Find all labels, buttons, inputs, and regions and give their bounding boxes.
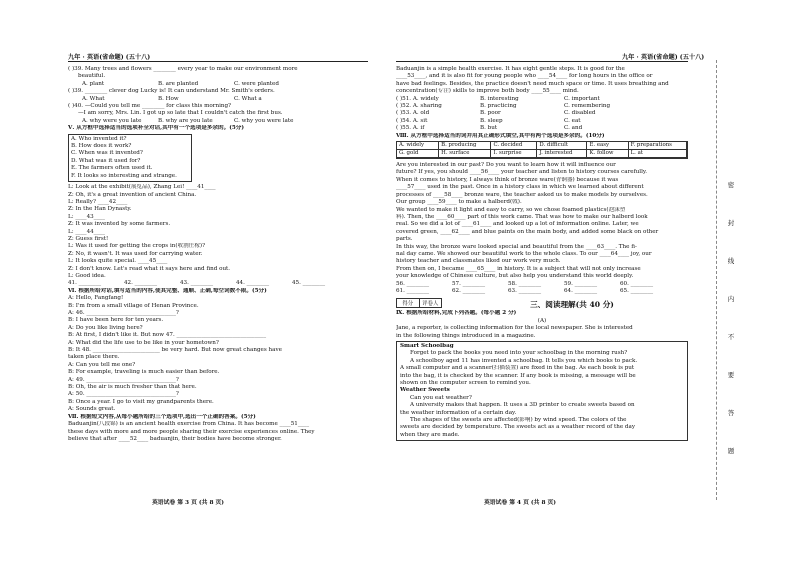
dialogue2-line: A: Hello, Fangfang! [68,295,124,302]
intro-line: in the following things introduced in a magazine. [396,332,536,339]
question-39: ( )39. Many trees and flowers ________ every year to make our environment more [68,66,298,72]
answer-blank[interactable]: 64. ________ [564,287,598,294]
option[interactable]: A. plant [82,80,105,87]
question-39x-options [68,96,368,103]
mcq-option[interactable]: B. interesting [480,95,519,102]
passage2-line: parts. [396,236,413,243]
passage2-line: covered green, ____62____ and blue paints on the main body, and added some black on other [396,228,659,235]
question-40: ( )40. —Could you tell me ________ for class this morning? [68,103,232,110]
dialogue-line: L: Look at the exhibit(展览品), Zhang Lei! ____41____ [68,184,216,191]
passage2-line: ____57____ used in the past. Once in a history class in which we learned about different [396,184,644,191]
answer-blank[interactable]: 63. ________ [508,287,542,294]
seal-char: 线 [727,257,735,265]
dialogue-line: Z: Oh, it's a great invention of ancient China. [68,191,197,198]
section-viii-title: Ⅷ. 从方框中选择适当的词并用其正确形式填空,其中有两个选项是多余的。(10分) [396,132,605,139]
dialogue2-line: A: Sounds great. [68,406,116,413]
dialogue-line: Z: Guess first! [68,235,109,242]
question-39-cont: beautiful. [78,73,106,80]
seal-char: 要 [727,371,735,379]
word-option: K. follow [587,150,628,158]
answer-blank[interactable]: 60. ________ [620,280,654,287]
intro-line: Jane, a reporter, is collecting information for the local newspaper. She is interested [396,325,633,332]
passage2-line: Are you interested in our past? Do you want to learn how it will influence our [396,162,616,169]
dialogue2-line: A: 46. ________________________________? [68,310,179,316]
mcq-option[interactable]: C. disabled [564,110,596,117]
answer-blank[interactable]: 43. ________ [180,280,214,287]
passage2-line: nal day came. We showed our beautiful work to the whole class. To our ____64____ joy, our [396,250,652,257]
dialogue-line: L: Good idea. [68,272,106,279]
mcq-option[interactable]: C. important [564,95,600,102]
mcq-option[interactable]: ( )53. A. old [396,110,430,117]
mcq-row [396,110,688,117]
box2-line: Can you eat weather? [410,394,472,401]
passage2-line: your knowledge of Chinese culture, but also help you understand this world deeply. [396,273,634,280]
option[interactable]: C. were planted [234,80,279,87]
answer-blank[interactable]: 42. ________ [124,280,158,287]
options-box [68,134,192,182]
word-option: I. surprise [491,150,537,158]
box2-line: A university makes that happen. It uses a 3D printer to create sweets based on [410,402,635,409]
option[interactable]: B. why are you late [158,117,213,124]
dialogue-line: L: It looks quite special. ____45____ [68,258,168,265]
mcq-row [396,125,688,132]
answer-blanks-56-60 [396,281,688,288]
passage2-line: We wanted to make it light and easy to carry, so we chose foamed plastics(泡沫塑 [396,206,626,213]
mcq-row [396,96,688,103]
word-option: J. interested [537,150,587,158]
dialogue2-line: B: At first, I didn't like it. But now 47. ________________________________ [68,332,267,339]
left-page-header: 九年 · 英语(省命题) (五十八) [68,54,151,61]
passage-line: believe that after ____52____ baduanjin, their bodies have become stronger. [68,435,282,442]
dialogue2-line: A: 49. ________________________________? [68,376,179,383]
mcq-option[interactable]: C. and [564,125,583,132]
grader-label: 评卷人 [422,301,439,308]
word-option: D. difficult [537,142,587,150]
mcq-option[interactable]: B. practicing [480,103,517,110]
section-v-title: Ⅴ. 从方框中选择适当的选项补全对话,其中有一个选项是多余的。(5分) [68,125,244,132]
left-page-footer: 英语试卷 第 3 页 (共 8 页) [152,500,225,506]
mcq-option[interactable]: B. poor [480,110,501,117]
part-three-title: 三、阅读理解(共 40 分) [530,300,614,310]
passage2-line: processes of ____58____ bronze ware, the teacher asked us to make models by ourselves. [396,191,648,198]
dialogue2-line: B: Oh, the air is much fresher than that here. [68,384,197,391]
answer-blank[interactable]: 44. ________ [236,280,270,287]
mcq-option[interactable]: ( )55. A. if [396,125,425,132]
word-bank [396,141,688,159]
answer-blank[interactable]: 56. ________ [396,280,430,287]
word-option: A. widely [397,142,439,150]
option[interactable]: B. are planted [158,80,199,87]
section-vii-title: Ⅶ. 根据短文内容,从每小题所给的三个选项中,选出一个正确的答案。(5分) [68,413,256,420]
box2-line: when they are made. [400,431,460,438]
box2-title: Weather Sweets [400,387,450,394]
seal-char: 内 [727,295,735,303]
dialogue2-line: B: I'm from a small village of Henan Province. [68,302,199,309]
seal-char: 题 [727,447,735,455]
answer-blank[interactable]: 41. ________ [68,280,102,287]
answer-blank[interactable]: 45. ________ [292,280,326,287]
passage-line: these days with more and more people sharing their exercise experiences online. They [68,428,315,435]
word-option: E. easy [587,142,628,150]
mcq-option[interactable]: ( )51. A. widely [396,95,439,102]
option[interactable]: C. What a [234,95,262,102]
answer-blank[interactable]: 62. ________ [452,287,486,294]
box-option: C. When was it invented? [71,150,143,157]
passage-top-line: ____53____, and it is also fit for young people who ____54____ for long hours in the office or [396,73,653,80]
word-option: H. surface [439,150,491,158]
dialogue2-line: A: Do you like living here? [68,324,143,331]
answer-blanks-61-65 [396,288,688,295]
box-option: E. The farmers often used it. [71,165,153,172]
right-page-footer: 英语试卷 第 4 页 (共 8 页) [484,500,557,506]
dialogue-line: Z: It was invented by some farmers. [68,221,171,228]
dialogue-line: L: ____43____ [68,213,105,220]
score-label: 得分 [397,299,420,307]
dialogue-line: L: ____44____ [68,228,105,235]
mcq-option[interactable]: ( )54. A. sit [396,117,428,124]
mcq-option[interactable]: C. eat [564,117,581,124]
score-box [396,298,442,308]
mcq-option[interactable]: C. remembering [564,103,611,110]
passage2-line: future? If yes, you should ____56____ your teacher and listen to history courses carefully. [396,169,648,176]
passage2-line: From then on, I became ____65____ in history. It is a subject that will not only increase [396,265,641,272]
passage-top-line: have bad feelings. Besides, the practice doesn't need much space or time. It uses breathing and [396,80,669,87]
dialogue-line: Z: No, it wasn't. It was used for carrying water. [68,250,203,257]
word-option: B. producing [439,142,491,150]
mcq-option[interactable]: B. but [480,125,498,132]
box1-line: shown on the computer screen to remind you. [400,380,531,387]
box-option: F. It looks so interesting and strange. [71,172,177,179]
magazine-box [396,341,688,441]
box-option: B. How does it work? [71,143,132,150]
dialogue-line: L: Was it used for getting the crops in(收割庄稼)? [68,243,206,250]
passage-line: Baduanjin(八段锦) is an ancient health exercise from China. It has become ____51____ [68,421,310,428]
mcq-option[interactable]: ( )52. A. sharing [396,103,442,110]
box2-line: sweets are decided by temperature. The sweets act as a weather record of the day [400,424,635,431]
passage2-line: real. So we did a lot of ____61____ and looked up a lot of information online. Later, we [396,221,639,228]
dialogue2-line: B: For example, traveling is much easier than before. [68,369,220,376]
seal-char: 密 [727,181,735,189]
answer-blank[interactable]: 61. ________ [396,287,430,294]
passage-top-line: concentration(专注) skills to improve both body ____55____ mind. [396,88,579,95]
word-option: C. decided [491,142,537,150]
dialogue2-line: A: Can you tell me one? [68,361,136,368]
seal-char: 答 [727,409,735,417]
passage2-line: When it comes to history, I always think of bronze ware(青铜器) because it was [396,176,619,183]
box2-line: The shapes of the sweets are affected(影响) by wind speed. The colors of the [410,417,627,424]
box1-title: Smart Schoolbag [400,343,454,349]
seal-char: 封 [727,219,735,227]
question-40-options [68,118,368,125]
dialogue-line: Z: In the Han Dynasty. [68,206,132,213]
dialogue2-line: B: I have been here for ten years. [68,317,164,324]
box-option: D. What was it used for? [71,157,141,164]
left-page [68,66,368,443]
dialogue-line: L: Really? ____42____ [68,198,128,205]
option[interactable]: A. why were you late [82,117,142,124]
mcq-row [396,118,688,125]
answer-blanks-41-45 [68,280,368,287]
answer-blank[interactable]: 58. ________ [508,280,542,287]
box-option: A. Who invented it? [71,135,127,142]
passage2-line: history teacher and classmates liked our work very much. [396,258,561,265]
dialogue2-line: B: Once a year. I go to visit my grandparents there. [68,398,214,405]
section-vi-title: Ⅵ. 根据所给对话,填写适当的内容,使其完整、通顺、正确,每空词数不限。(5分) [68,287,267,294]
passage-top-line: Baduanjin is a simple health exercise. It has eight gentle steps. It is good for the [396,66,625,72]
option[interactable]: C. why you were late [234,117,294,124]
answer-blank[interactable]: 59. ________ [564,280,598,287]
dialogue2-line: taken place there. [68,354,120,361]
right-page-header: 九年 · 英语(省命题) (五十八) [622,54,705,61]
mcq-option[interactable]: B. sleep [480,117,503,124]
passage2-line: In this way, the bronze ware looked special and beautiful from the ____63____. The fi- [396,243,637,250]
option[interactable]: A. What [82,95,105,102]
dialogue2-line: B: It 48. ________________________ be very hard. But now great changes have [68,347,282,354]
answer-blank[interactable]: 57. ________ [452,280,486,287]
section-ix-title: Ⅸ. 根据所给材料,完成下列各题。(每小题 2 分) [396,310,517,317]
question-39-options [68,81,368,88]
dialogue-line: Z: I don't know. Let's read what it says here and find out. [68,265,231,272]
dialogue2-line: A: What did the life use to be like in your hometown? [68,339,219,346]
box1-line: Forget to pack the books you need into your schoolbag in the morning rush? [410,350,628,357]
seal-char: 不 [727,333,735,341]
mcq-row [396,103,688,110]
dialogue2-line: A: 50. ________________________________? [68,391,179,398]
word-option: L. at [629,150,687,158]
section-a-label: (A) [537,317,547,324]
box2-line: the weather information of a certain day. [400,409,517,416]
right-page [396,66,688,442]
question-39x: ( )39. ________ clever dog Lucky is! It can understand Mr. Smith's orders. [68,88,275,95]
seal-dashed-line [716,60,717,500]
option[interactable]: B. How [158,95,179,102]
word-option: F. preparations [629,142,687,150]
passage2-line: Our group ____59____ to make a halberd(戟). [396,199,522,206]
box1-line: into the bag, it is checked by the scanner. If any book is missing, a message will be [400,372,636,379]
question-40-cont: —I am sorry, Mrs. Lin. I got up so late that I couldn't catch the first bus. [78,110,283,117]
box1-line: A small computer and a scanner(扫描装置) are fixed in the bag. As each book is put [400,365,635,372]
seal-text [725,180,737,484]
box1-line: A schoolboy aged 11 has invented a schoolbag. It tells you which books to pack. [410,357,638,364]
right-header-rule [396,61,688,62]
word-option: G. gold [397,150,439,158]
passage2-line: 料). Then, the ____60____ part of this work came. That was how to make our halberd look [396,213,648,220]
left-header-rule [68,61,368,62]
answer-blank[interactable]: 65. ________ [620,287,654,294]
